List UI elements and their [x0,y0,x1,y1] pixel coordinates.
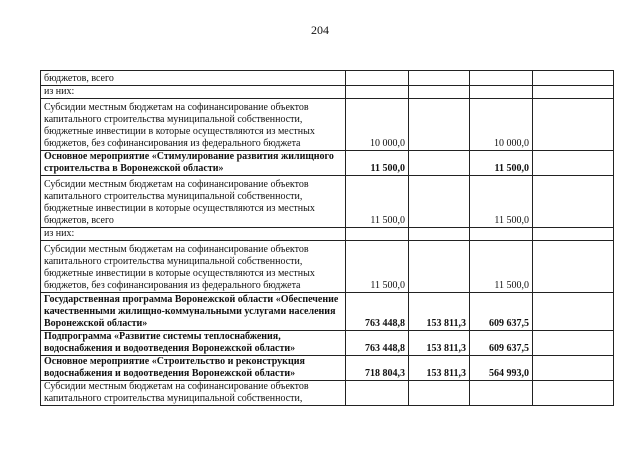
row-amount-federal: 153 811,3 [409,356,470,381]
row-amount-regional: 609 637,5 [470,293,533,331]
row-amount-regional: 11 500,0 [470,241,533,293]
table-row [41,228,614,241]
row-amount-total: 763 448,8 [346,331,409,356]
budget-table [40,70,614,406]
row-amount-total: 11 500,0 [346,176,409,228]
table-row [41,293,614,331]
row-amount-federal [409,99,470,151]
budget-table-body [41,71,614,406]
row-amount-total [346,71,409,86]
row-amount-regional: 11 500,0 [470,151,533,176]
row-amount-regional [470,228,533,241]
table-row [41,241,614,293]
row-amount-other [533,356,614,381]
table-row [41,176,614,228]
row-amount-federal [409,86,470,99]
row-amount-regional: 609 637,5 [470,331,533,356]
row-amount-other [533,99,614,151]
row-amount-regional: 11 500,0 [470,176,533,228]
row-amount-regional: 10 000,0 [470,99,533,151]
row-description: из них: [41,86,346,99]
row-amount-federal [409,381,470,406]
row-description: Субсидии местным бюджетам на софинансирование объектов капитального строительства муниципальной собственности, [41,381,346,406]
row-description: Субсидии местным бюджетам на софинансирование объектов капитального строительства муниципальной собственности, бюджетные инвестиции в которые осуществляются из местных бюджетов, всего [41,176,346,228]
row-amount-other [533,71,614,86]
row-amount-total [346,228,409,241]
row-description: Подпрограмма «Развитие системы теплоснабжения, водоснабжения и водоотведения Воронежской области» [41,331,346,356]
table-row [41,151,614,176]
row-amount-federal: 153 811,3 [409,331,470,356]
row-description: Основное мероприятие «Стимулирование развития жилищного строительства в Воронежской области» [41,151,346,176]
row-description: Субсидии местным бюджетам на софинансирование объектов капитального строительства муниципальной собственности, бюджетные инвестиции в которые осуществляются из местных бюджетов, без софинансирования из федерального бюджета [41,99,346,151]
table-row [41,71,614,86]
row-amount-other [533,331,614,356]
row-amount-federal [409,228,470,241]
row-amount-other [533,176,614,228]
row-amount-federal [409,176,470,228]
row-amount-other [533,228,614,241]
row-description: Государственная программа Воронежской области «Обеспечение качественными жилищно-коммунальными услугами населения Воронежской области» [41,293,346,331]
row-amount-federal [409,151,470,176]
table-row [41,381,614,406]
row-amount-other [533,381,614,406]
row-amount-federal [409,71,470,86]
row-description: бюджетов, всего [41,71,346,86]
table-row [41,331,614,356]
table-row [41,86,614,99]
row-amount-total [346,86,409,99]
row-amount-regional [470,71,533,86]
row-amount-other [533,241,614,293]
row-amount-other [533,293,614,331]
row-amount-regional: 564 993,0 [470,356,533,381]
row-amount-total [346,381,409,406]
row-amount-federal: 153 811,3 [409,293,470,331]
row-amount-total: 718 804,3 [346,356,409,381]
row-amount-other [533,151,614,176]
row-amount-other [533,86,614,99]
table-row [41,99,614,151]
row-amount-total: 10 000,0 [346,99,409,151]
row-amount-federal [409,241,470,293]
table-row [41,356,614,381]
row-description: Основное мероприятие «Строительство и реконструкция водоснабжения и водоотведения Воронежской области» [41,356,346,381]
row-amount-regional [470,381,533,406]
row-amount-total: 11 500,0 [346,151,409,176]
row-description: из них: [41,228,346,241]
row-amount-regional [470,86,533,99]
row-description: Субсидии местным бюджетам на софинансирование объектов капитального строительства муниципальной собственности, бюджетные инвестиции в которые осуществляются из местных бюджетов, без софинансирования из федерального бюджета [41,241,346,293]
row-amount-total: 763 448,8 [346,293,409,331]
page-number: 204 [311,23,329,37]
row-amount-total: 11 500,0 [346,241,409,293]
